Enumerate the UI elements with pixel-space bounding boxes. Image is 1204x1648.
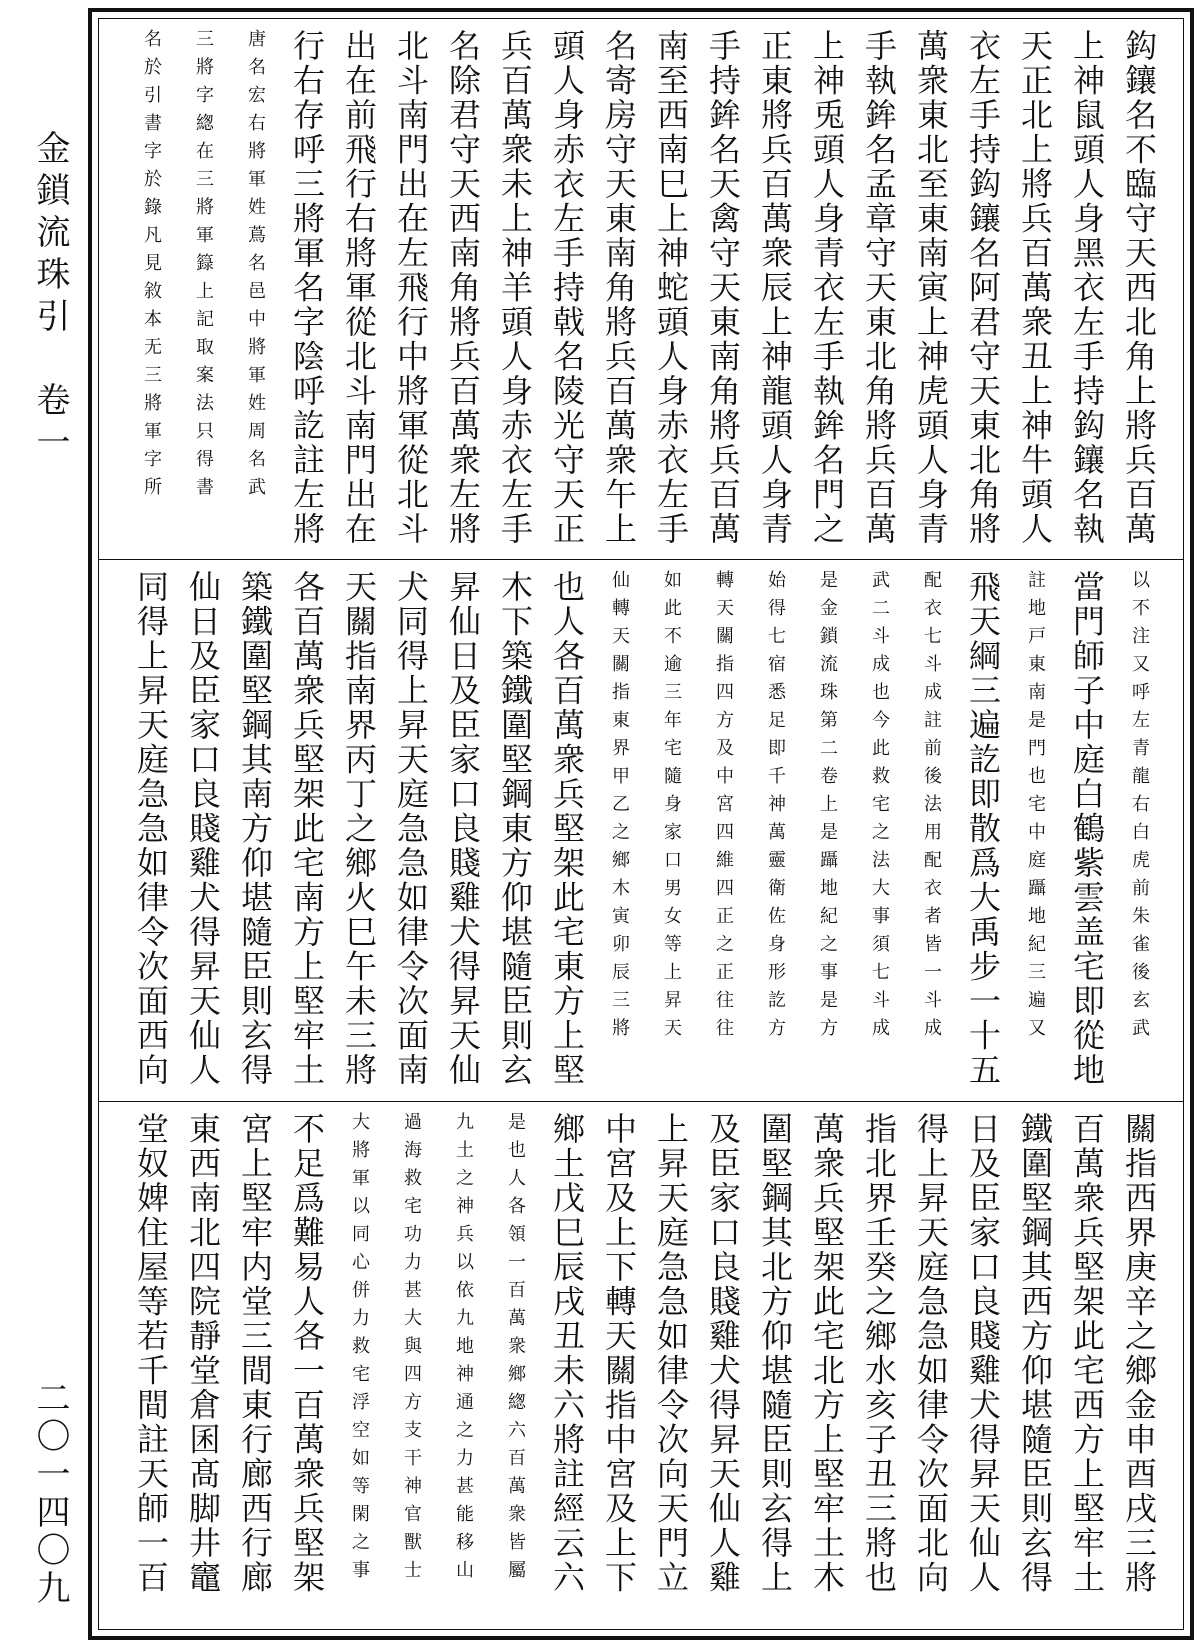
text-column: 出在前飛行右將軍從北斗南門出在 bbox=[340, 29, 378, 547]
text-column: 築鐵圍堅鋼其南方仰堪隨臣則玄得 bbox=[236, 570, 274, 1088]
text-column: 鄉土戊巳辰戌丑未六將註經云六 bbox=[548, 1112, 586, 1595]
text-column: 行右存呼三將軍名字陰呼訖註左將 bbox=[288, 29, 326, 547]
text-column: 名寄房守天東南角將兵百萬衆午上 bbox=[600, 29, 638, 547]
text-column: 配衣七斗成註前後法用配衣者皆一斗成 bbox=[921, 570, 942, 1046]
inner-border bbox=[98, 18, 1184, 1630]
text-columns bbox=[117, 29, 1165, 553]
text-column: 當門師子中庭白鶴紫雲盖宅即從地 bbox=[1068, 570, 1106, 1088]
page-frame bbox=[88, 8, 1194, 1640]
text-column: 正東將兵百萬衆辰上神龍頭人身青 bbox=[756, 29, 794, 547]
text-column: 上神鼠頭人身黑衣左手持鈎鑲名執 bbox=[1068, 29, 1106, 547]
text-column: 及臣家口良賤雞犬得昇天仙人雞 bbox=[704, 1112, 742, 1595]
text-column: 百萬衆兵堅架此宅西方上堅牢土 bbox=[1068, 1112, 1106, 1595]
text-column: 上昇天庭急急如律令次向天門立 bbox=[652, 1112, 690, 1595]
text-column: 如此不逾三年宅隨身家口男女等上昇天 bbox=[661, 570, 682, 1046]
text-column: 昇仙日及臣家口良賤雞犬得昇天仙 bbox=[444, 570, 482, 1088]
text-column: 鈎鑲名不臨守天西北角上將兵百萬 bbox=[1120, 29, 1158, 547]
text-column: 以不注又呼左青龍右白虎前朱雀後玄武 bbox=[1129, 570, 1150, 1046]
text-columns bbox=[117, 570, 1165, 1095]
text-column: 仙日及臣家口良賤雞犬得昇天仙人 bbox=[184, 570, 222, 1088]
text-column: 東西南北四院靜堂倉囷髙脚井竈 bbox=[184, 1112, 222, 1595]
text-column: 武二斗成也今此救宅之法大事須七斗成 bbox=[869, 570, 890, 1046]
text-column: 木下築鐵圍堅鋼東方仰堪隨臣則玄 bbox=[496, 570, 534, 1088]
text-column: 得上昇天庭急急如律令次面北向 bbox=[912, 1112, 950, 1595]
text-column: 名於引書字於錄凡見敘本无三將軍字所 bbox=[141, 29, 162, 505]
text-column: 不足爲難易人各一百萬衆兵堅架 bbox=[288, 1112, 326, 1595]
text-column: 是也人各領一百萬衆鄉緫六百萬衆皆屬 bbox=[505, 1112, 526, 1588]
text-columns bbox=[117, 1112, 1165, 1626]
text-column: 九土之神兵以依九地神通之力甚能移山 bbox=[453, 1112, 474, 1588]
text-column: 飛天綱三遍訖即散爲大禹步一十五 bbox=[964, 570, 1002, 1088]
text-column: 大將軍以同心併力救宅浮空如等閑之事 bbox=[349, 1112, 370, 1588]
register-bottom bbox=[99, 1102, 1183, 1632]
text-column: 關指西界庚辛之鄉金申酉戌三將 bbox=[1120, 1112, 1158, 1595]
text-column: 手持鉾名天禽守天東南角將兵百萬 bbox=[704, 29, 742, 547]
text-column: 始得七宿悉足即千神萬靈衛佐身形訖方 bbox=[765, 570, 786, 1046]
text-column: 萬衆東北至東南寅上神虎頭人身青 bbox=[912, 29, 950, 547]
text-column: 北斗南門出在左飛行中將軍從北斗 bbox=[392, 29, 430, 547]
page-number: 二〇一四〇九 bbox=[30, 1380, 70, 1608]
text-column: 萬衆兵堅架此宅北方上堅牢土木 bbox=[808, 1112, 846, 1595]
text-column: 圍堅鋼其北方仰堪隨臣則玄得上 bbox=[756, 1112, 794, 1595]
text-column: 鐵圍堅鋼其西方仰堪隨臣則玄得 bbox=[1016, 1112, 1054, 1595]
text-column: 手執鉾名孟章守天東北角將兵百萬 bbox=[860, 29, 898, 547]
text-column: 名除君守天西南角將兵百萬衆左將 bbox=[444, 29, 482, 547]
text-column: 也人各百萬衆兵堅架此宅東方上堅 bbox=[548, 570, 586, 1088]
text-column: 堂奴婢住屋等若千間註天師一百 bbox=[132, 1112, 170, 1595]
text-column: 犬同得上昇天庭急急如律令次面南 bbox=[392, 570, 430, 1088]
text-column: 過海救宅功力甚大與四方支干神官獸士 bbox=[401, 1112, 422, 1588]
text-column: 天關指南界丙丁之鄉火巳午未三將 bbox=[340, 570, 378, 1088]
book-title: 金鎖流珠引 卷一 bbox=[30, 130, 70, 466]
text-column: 唐名宏右將軍姓蔦名邑中將軍姓周名武 bbox=[245, 29, 266, 505]
text-column: 是金鎖流珠第二卷上是躡地紀之事是方 bbox=[817, 570, 838, 1046]
text-column: 轉天關指四方及中宮四維四正之正往往 bbox=[713, 570, 734, 1046]
text-column: 各百萬衆兵堅架此宅南方上堅牢土 bbox=[288, 570, 326, 1088]
text-column: 宮上堅牢内堂三間東行廊西行廊 bbox=[236, 1112, 274, 1595]
text-column: 衣左手持鈎鑲名阿君守天東北角將 bbox=[964, 29, 1002, 547]
text-column: 天正北上將兵百萬衆丑上神牛頭人 bbox=[1016, 29, 1054, 547]
register-middle bbox=[99, 560, 1183, 1102]
text-column: 指北界壬癸之鄉水亥子丑三將也 bbox=[860, 1112, 898, 1595]
text-column: 南至西南巳上神蛇頭人身赤衣左手 bbox=[652, 29, 690, 547]
text-column: 中宮及上下轉天關指中宮及上下 bbox=[600, 1112, 638, 1595]
text-column: 註地戸東南是門也宅中庭躡地紀三遍又 bbox=[1025, 570, 1046, 1046]
text-column: 同得上昇天庭急急如律令次面西向 bbox=[132, 570, 170, 1088]
text-column: 兵百萬衆未上神羊頭人身赤衣左手 bbox=[496, 29, 534, 547]
register-top bbox=[99, 19, 1183, 560]
text-column: 上神兎頭人身青衣左手執鉾名門之 bbox=[808, 29, 846, 547]
text-column: 日及臣家口良賤雞犬得昇天仙人 bbox=[964, 1112, 1002, 1595]
text-column: 頭人身赤衣左手持戟名陵光守天正 bbox=[548, 29, 586, 547]
text-column: 仙轉天關指東界甲乙之鄉木寅卯辰三將 bbox=[609, 570, 630, 1046]
text-column: 三將字緫在三將軍籙上記取案法只得書 bbox=[193, 29, 214, 505]
